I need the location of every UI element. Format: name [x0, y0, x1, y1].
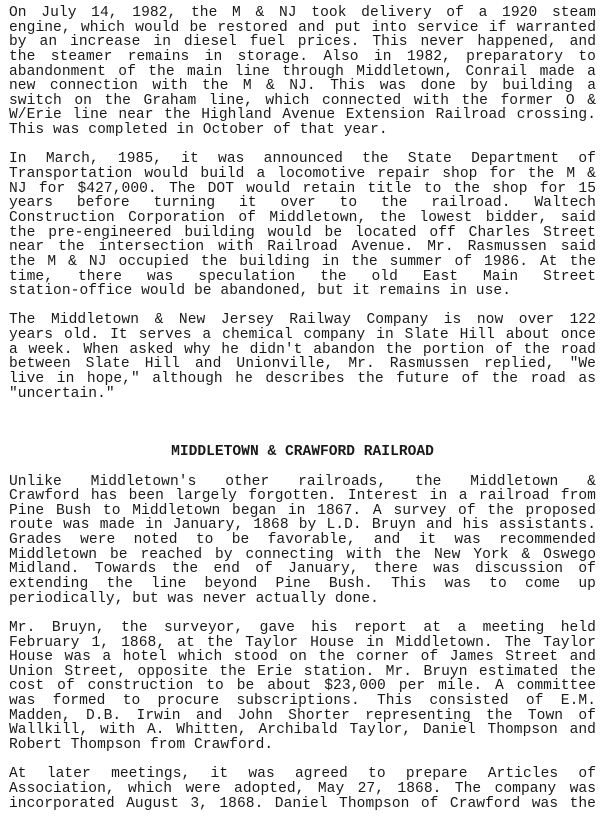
paragraph-gap: [9, 431, 596, 446]
text-line: In March, 1985, it was announced the State Department of: [9, 151, 596, 168]
document-page: [9, 6, 596, 811]
text-line: periodically, but was never actually done.: [9, 590, 379, 607]
paragraph-surveyor-report: [9, 621, 596, 753]
paragraph-gap: [9, 460, 596, 475]
text-line: Robert Thompson from Crawford.: [9, 737, 274, 754]
text-line: Association, which were adopted, May 27, 1868. The company was: [9, 780, 596, 797]
text-line: Pine Bush to Middletown began in 1867. A survey of the proposed: [9, 502, 596, 519]
text-line: Grades were noted to be favorable, and it was recommended: [9, 532, 596, 549]
text-line: station-office would be abandoned, but it remains in use.: [9, 283, 512, 300]
text-line: Wallkill, with A. Whitten, Archibald Taylor, Daniel Thompson and: [9, 722, 596, 739]
text-line: live in hope," although he describes the future of the road as: [9, 371, 596, 388]
text-line: abandonment of the main line through Middletown, Conrail made a: [9, 63, 596, 80]
paragraph-steam-engine: [9, 6, 596, 138]
text-line: Unlike Middletown's other railroads, the Middletown &: [9, 473, 596, 490]
paragraph-gap: [9, 401, 596, 416]
text-line: Mr. Bruyn, the surveyor, gave his report at a meeting held: [9, 619, 596, 636]
text-line: new connection with the M & NJ. This was done by building a: [9, 78, 596, 95]
text-line: the M & NJ occupied the building in the summer of 1986. At the: [9, 253, 596, 270]
text-line: was formed to procure subscriptions. This consisted of E.M.: [9, 693, 596, 710]
paragraph-gap: [9, 753, 596, 768]
text-line: extending the line beyond Pine Bush. This was to come up: [9, 576, 596, 592]
text-line: cost of construction to be about $23,000 per mile. A committee: [9, 678, 596, 695]
paragraph-forgotten-railroad: [9, 475, 596, 607]
text-line: Madden, D.B. Irwin and John Shorter representing the Town of: [9, 707, 596, 724]
paragraph-gap: [9, 299, 596, 314]
text-line: February 1, 1868, at the Taylor House in Middletown. The Taylor: [9, 634, 596, 651]
text-line: years before turning it over to the railroad. Waltech: [9, 195, 596, 212]
text-line: the pre-engineered building would be located off Charles Street: [9, 224, 596, 241]
text-line: incorporated August 3, 1868. Daniel Thompson of Crawford was the: [9, 795, 596, 812]
text-line: engine, which would be restored and put into service if warranted: [9, 19, 596, 36]
paragraph-railway-company: [9, 313, 596, 401]
text-line: At later meetings, it was agreed to prepare Articles of: [9, 766, 596, 783]
text-line: Construction Corporation of Middletown, the lowest bidder, said: [9, 209, 596, 226]
text-line: Midland. Towards the end of January, there was discussion of: [9, 561, 596, 578]
text-line: NJ for $427,000. The DOT would retain title to the shop for 15: [9, 180, 596, 197]
text-line: Crawford has been largely forgotten. Interest in a railroad from: [9, 488, 596, 505]
paragraph-articles-of-association: [9, 767, 596, 811]
paragraph-repair-shop: [9, 152, 596, 298]
section-heading: MIDDLETOWN & CRAWFORD RAILROAD: [171, 444, 434, 461]
text-line: time, there was speculation the old East Main Street: [9, 268, 596, 285]
text-line: "uncertain.": [9, 385, 115, 402]
text-line: House was a hotel which stood on the corner of James Street and: [9, 649, 596, 666]
text-line: Middletown be reached by connecting with the New York & Oswego: [9, 546, 596, 563]
text-line: switch on the Graham line, which connected with the former O &: [9, 92, 596, 109]
text-line: This was completed in October of that year.: [9, 122, 388, 139]
text-line: between Slate Hill and Unionville, Mr. Rasmussen replied, "We: [9, 356, 596, 373]
text-line: On July 14, 1982, the M & NJ took delivery of a 1920 steam: [9, 5, 596, 21]
text-line: W/Erie line near the Highland Avenue Extension Railroad crossing.: [9, 107, 596, 124]
text-line: a week. When asked why he didn't abandon the portion of the road: [9, 341, 596, 358]
text-line: near the intersection with Railroad Avenue. Mr. Rasmussen said: [9, 239, 596, 256]
text-line: route was made in January, 1868 by L.D. Bruyn and his assistants.: [9, 517, 596, 534]
paragraph-gap: [9, 606, 596, 621]
text-line: The Middletown & New Jersey Railway Company is now over 122: [9, 312, 596, 329]
text-line: Transportation would build a locomotive repair shop for the M &: [9, 166, 596, 183]
paragraph-gap: [9, 138, 596, 153]
text-line: by an increase in diesel fuel prices. This never happened, and: [9, 34, 596, 51]
text-line: Union Street, opposite the Erie station. Mr. Bruyn estimated the: [9, 663, 596, 680]
paragraph-gap: [9, 416, 596, 431]
text-line: years old. It serves a chemical company in Slate Hill about once: [9, 327, 596, 344]
text-line: the steamer remains in storage. Also in 1982, preparatory to: [9, 48, 596, 65]
